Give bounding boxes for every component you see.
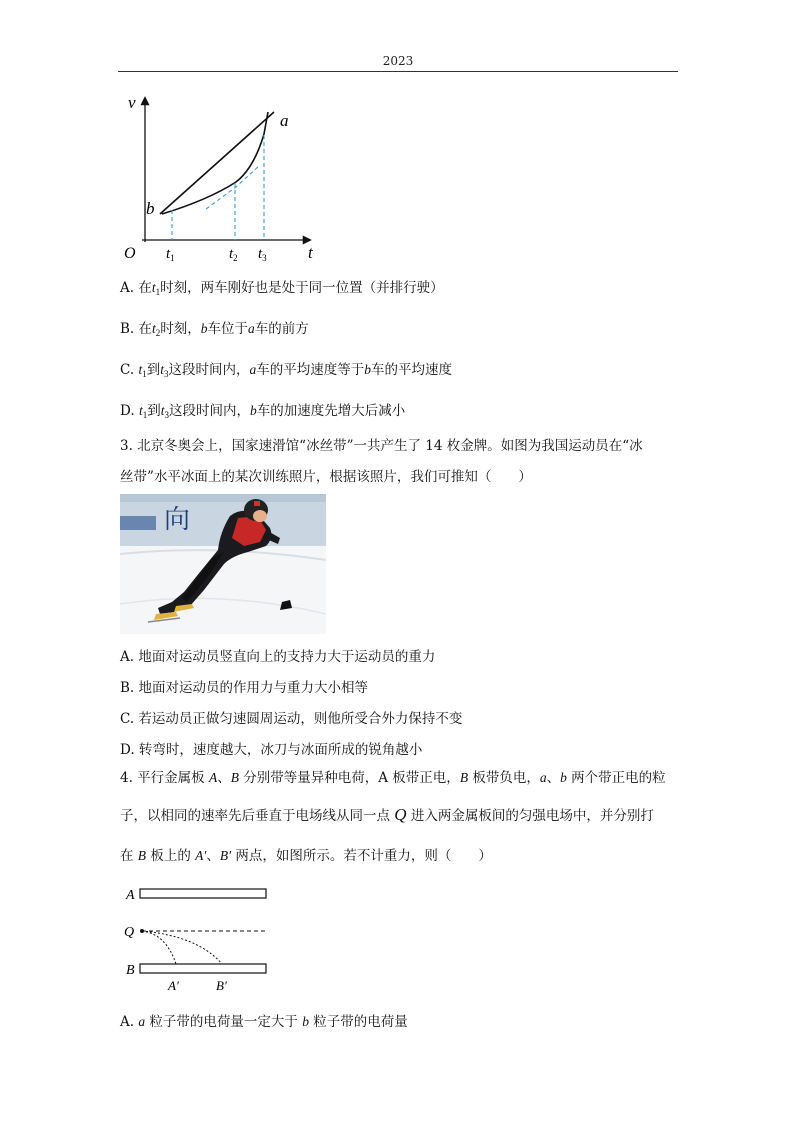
photo-banner-text: 向: [164, 505, 191, 535]
q3-option-d: D. 转弯时，速度越大，冰刀与冰面所成的锐角越小: [120, 742, 423, 758]
q4-stem-line3: 在 B 板上的 A′、B′ 两点，如图所示。若不计重力，则（ ）: [120, 848, 492, 864]
svg-text:t2: [229, 246, 238, 263]
svg-text:t1: [166, 246, 175, 263]
q2-option-d: D. $t_1$到$t_3$这段时间内，b车的加速度先增大后减小: [120, 403, 406, 420]
q3-option-b: B. 地面对运动员的作用力与重力大小相等: [120, 680, 369, 696]
tick-t3: t: [258, 246, 263, 262]
svg-text:t3: [258, 246, 267, 263]
curve-a-label: a: [280, 111, 289, 130]
q2-option-c: C. $t_1$到$t_3$这段时间内，a车的平均速度等于b车的平均速度: [120, 362, 452, 379]
plate-a: [140, 889, 266, 898]
curve-b-label: b: [146, 199, 155, 218]
plate-b: [140, 964, 266, 973]
q3-option-a: A. 地面对运动员竖直向上的支持力大于运动员的重力: [120, 649, 436, 665]
tick-t3-sub: 3: [262, 253, 267, 263]
q2-option-a: A. 在$t_1$时刻，两车刚好也是处于同一位置（并排行驶）: [120, 280, 444, 297]
axis-v-label: v: [128, 93, 136, 112]
velocity-time-graph: [118, 90, 318, 265]
tick-t1: t: [166, 246, 171, 262]
q3-stem-line2: 丝带”水平冰面上的某次训练照片，根据该照片，我们可推知（ ）: [120, 469, 532, 485]
dashed-tangent: [206, 165, 260, 209]
skater-illustration: [120, 494, 326, 634]
point-q-label: Q: [124, 925, 135, 940]
skater-photo: [120, 494, 326, 634]
axis-t-label: t: [308, 243, 313, 262]
line-a: [160, 112, 274, 214]
tick-t2-sub: 2: [233, 253, 238, 263]
hit-a-label: A′: [168, 978, 179, 993]
q2-option-b: B. 在$t_2$时刻，b车位于a车的前方: [120, 321, 309, 338]
header-rule: [118, 71, 678, 72]
tick-t1-sub: 1: [170, 253, 175, 263]
hit-b-label: B′: [216, 978, 227, 993]
origin-label: O: [124, 245, 136, 262]
plate-a-label: A: [126, 888, 135, 903]
q3-option-c: C. 若运动员正做匀速圆周运动，则他所受合外力保持不变: [120, 711, 463, 727]
page-header-year: 2023: [382, 54, 414, 68]
parallel-plate-diagram: [118, 878, 298, 998]
q4-stem-line2: 子，以相同的速率先后垂直于电场线从同一点 Q 进入两金属板间的匀强电场中，并分别打: [120, 805, 654, 824]
q3-stem-line1: 3. 北京冬奥会上，国家速滑馆“冰丝带”一共产生了 14 枚金牌。如图为我国运动员在“冰: [120, 438, 643, 454]
plate-b-label: B: [126, 963, 135, 978]
q4-option-a: A. a 粒子带的电荷量一定大于 b 粒子带的电荷量: [120, 1014, 408, 1030]
trajectory-b: [142, 931, 222, 964]
tick-t2: t: [229, 246, 234, 262]
q4-stem-line1: 4. 平行金属板 A、B 分别带等量异种电荷，A 板带正电，B 板带负电，a、b 两个带正电的粒: [120, 770, 666, 786]
